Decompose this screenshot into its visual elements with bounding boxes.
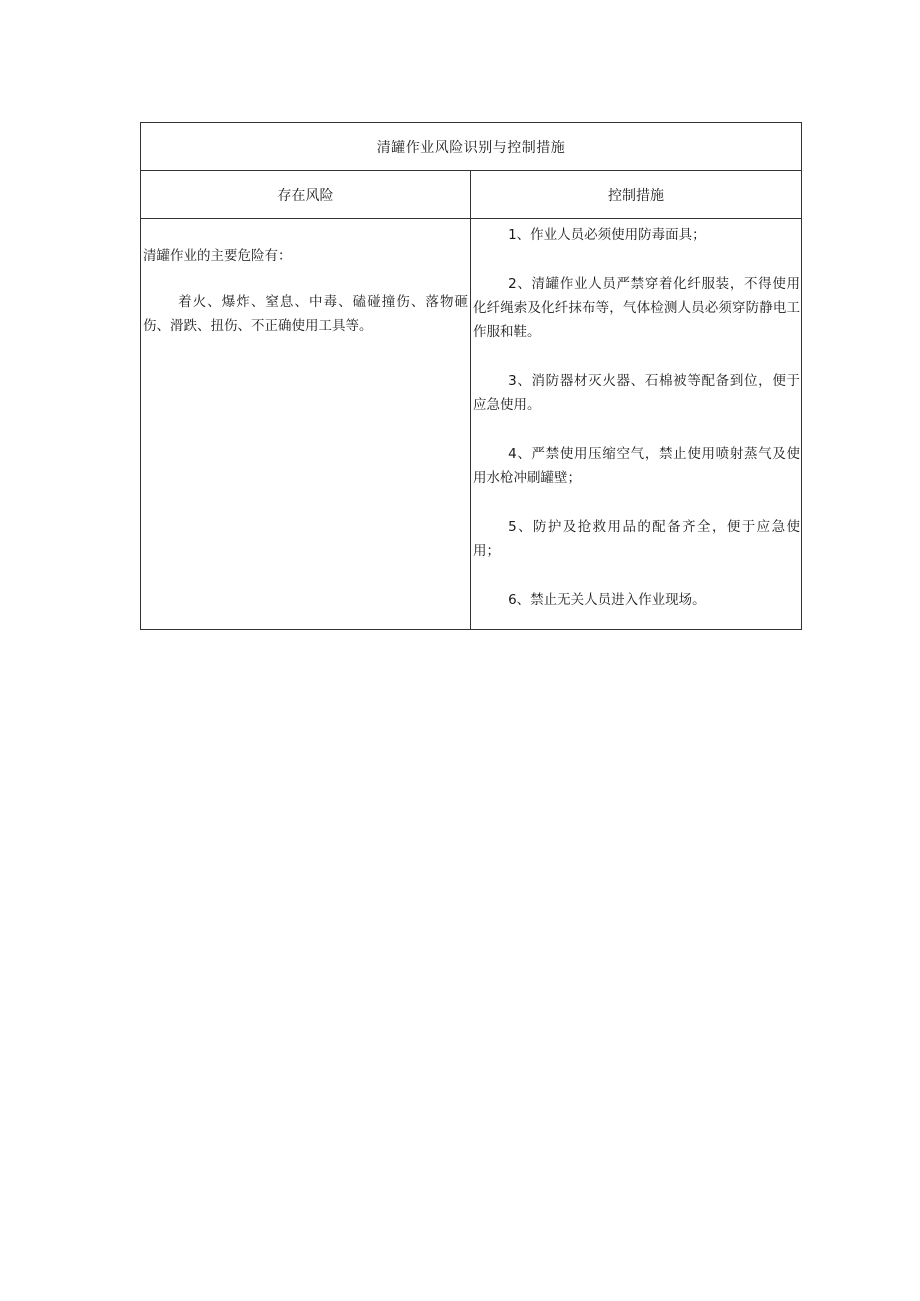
control-measure: 4、严禁使用压缩空气，禁止使用喷射蒸气及使用水枪冲刷罐壁； — [473, 446, 800, 486]
header-row — [141, 171, 802, 219]
title-row — [141, 123, 802, 171]
control-measure: 2、清罐作业人员严禁穿着化纤服装，不得使用化纤绳索及化纤抹布等，气体检测人员必须穿防静电工作服和鞋。 — [473, 276, 800, 340]
risk-control-table — [140, 122, 802, 630]
risk-cell — [141, 219, 471, 630]
control-measure: 1、作业人员必须使用防毒面具； — [508, 227, 706, 243]
control-cell — [471, 219, 802, 630]
risk-detail: 着火、爆炸、窒息、中毒、磕碰撞伤、落物砸伤、滑跌、扭伤、不正确使用工具等。 — [143, 294, 468, 334]
control-measure: 6、禁止无关人员进入作业现场。 — [508, 592, 706, 608]
table-title: 清罐作业风险识别与控制措施 — [141, 123, 802, 171]
control-measure: 3、消防器材灭火器、石棉被等配备到位，便于应急使用。 — [473, 373, 800, 413]
control-measure: 5、防护及抢救用品的配备齐全，便于应急使用； — [473, 519, 800, 559]
risk-column-header: 存在风险 — [141, 171, 471, 219]
risk-intro: 清罐作业的主要危险有： — [143, 248, 292, 264]
content-row — [141, 219, 802, 630]
control-column-header: 控制措施 — [471, 171, 802, 219]
